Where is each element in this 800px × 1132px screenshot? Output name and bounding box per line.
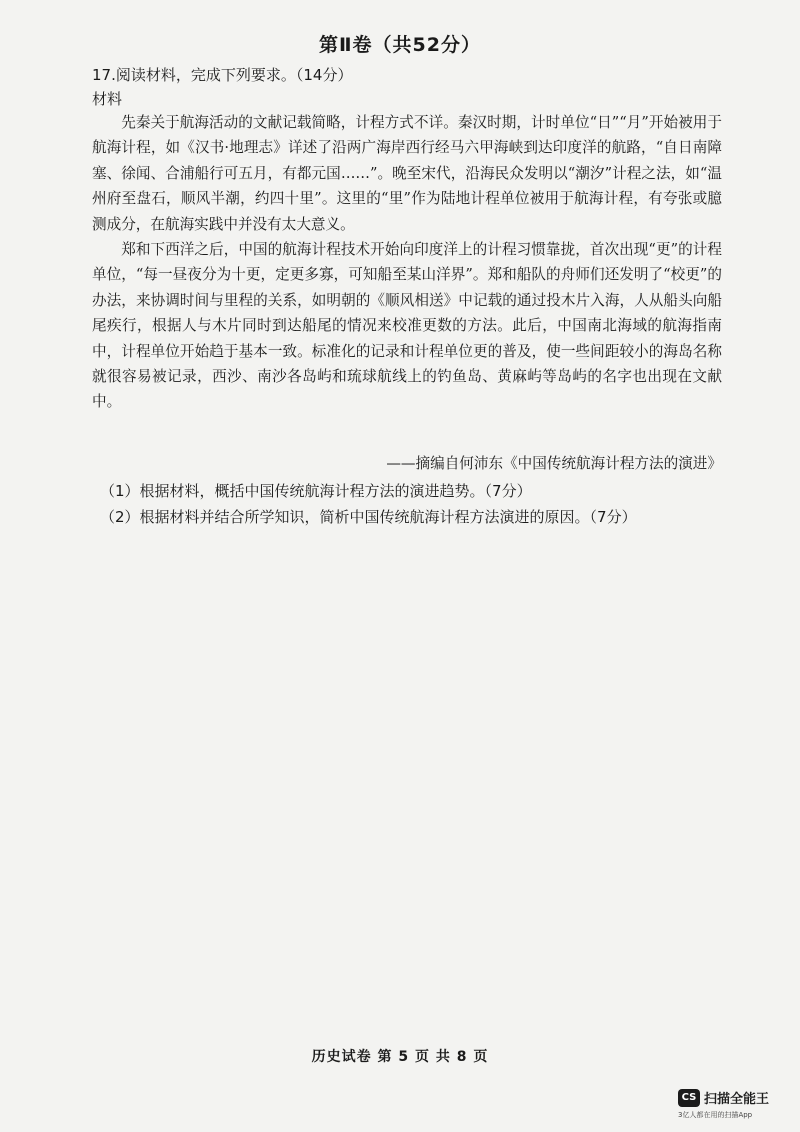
sub-question-2: （2）根据材料并结合所学知识，简析中国传统航海计程方法演进的原因。（7分） (100, 508, 637, 526)
material-paragraph-2: 郑和下西洋之后，中国的航海计程技术开始向印度洋上的计程习惯靠拢，首次出现“更”的计程单位，“每一昼夜分为十更，定更多寡，可知船至某山洋界”。郑和船队的舟师们还发明了“校更”的办法，来协调时间与里程的关系，如明朝的《顺风相送》中记载的通过投木片入海，人从船头向船尾疾行，根据人与木片同时到达船尾的情况来校准更数的方法。此后，中国南北海域的航海指南中，计程单位开始趋于基本一致。标准化的记录和计程单位更的普及，使一些间距较小的海岛名称就很容易被记录，西沙、南沙各岛屿和琉球航线上的钓鱼岛、黄麻屿等岛屿的名字也出现在文献中。 (92, 241, 722, 411)
material-label: 材料 (92, 90, 123, 108)
watermark-name: 扫描全能王 (704, 1092, 770, 1107)
question-heading: 17.阅读材料，完成下列要求。（14分） (92, 66, 353, 84)
watermark-row (678, 1088, 790, 1107)
watermark-tagline: 3亿人都在用的扫描App (678, 1111, 753, 1119)
page-footer: 历史试卷 第 5 页 共 8 页 (311, 1049, 489, 1065)
material-text (92, 110, 722, 415)
material-paragraph-1: 先秦关于航海活动的文献记载简略，计程方式不详。秦汉时期，计时单位“日”“月”开始被用于航海计程，如《汉书·地理志》详述了沿两广海岸西行经马六甲海峡到达印度洋的航路，“自日南障塞、徐闻、合浦船行可五月，有都元国……”。晚至宋代，沿海民众发明以“潮汐”计程之法，如“温州府至盘石，顺风半潮，约四十里”。这里的“里”作为陆地计程单位被用于航海计程，有夸张或臆测成分，在航海实践中并没有太大意义。 (92, 114, 722, 233)
scanner-watermark (678, 1088, 790, 1120)
section-title: 第Ⅱ卷（共52分） (319, 34, 481, 56)
camscanner-logo-icon: CS (678, 1089, 700, 1107)
sub-question-1: （1）根据材料，概括中国传统航海计程方法的演进趋势。（7分） (100, 482, 532, 500)
material-source: ——摘编自何沛东《中国传统航海计程方法的演进》 (386, 455, 722, 472)
